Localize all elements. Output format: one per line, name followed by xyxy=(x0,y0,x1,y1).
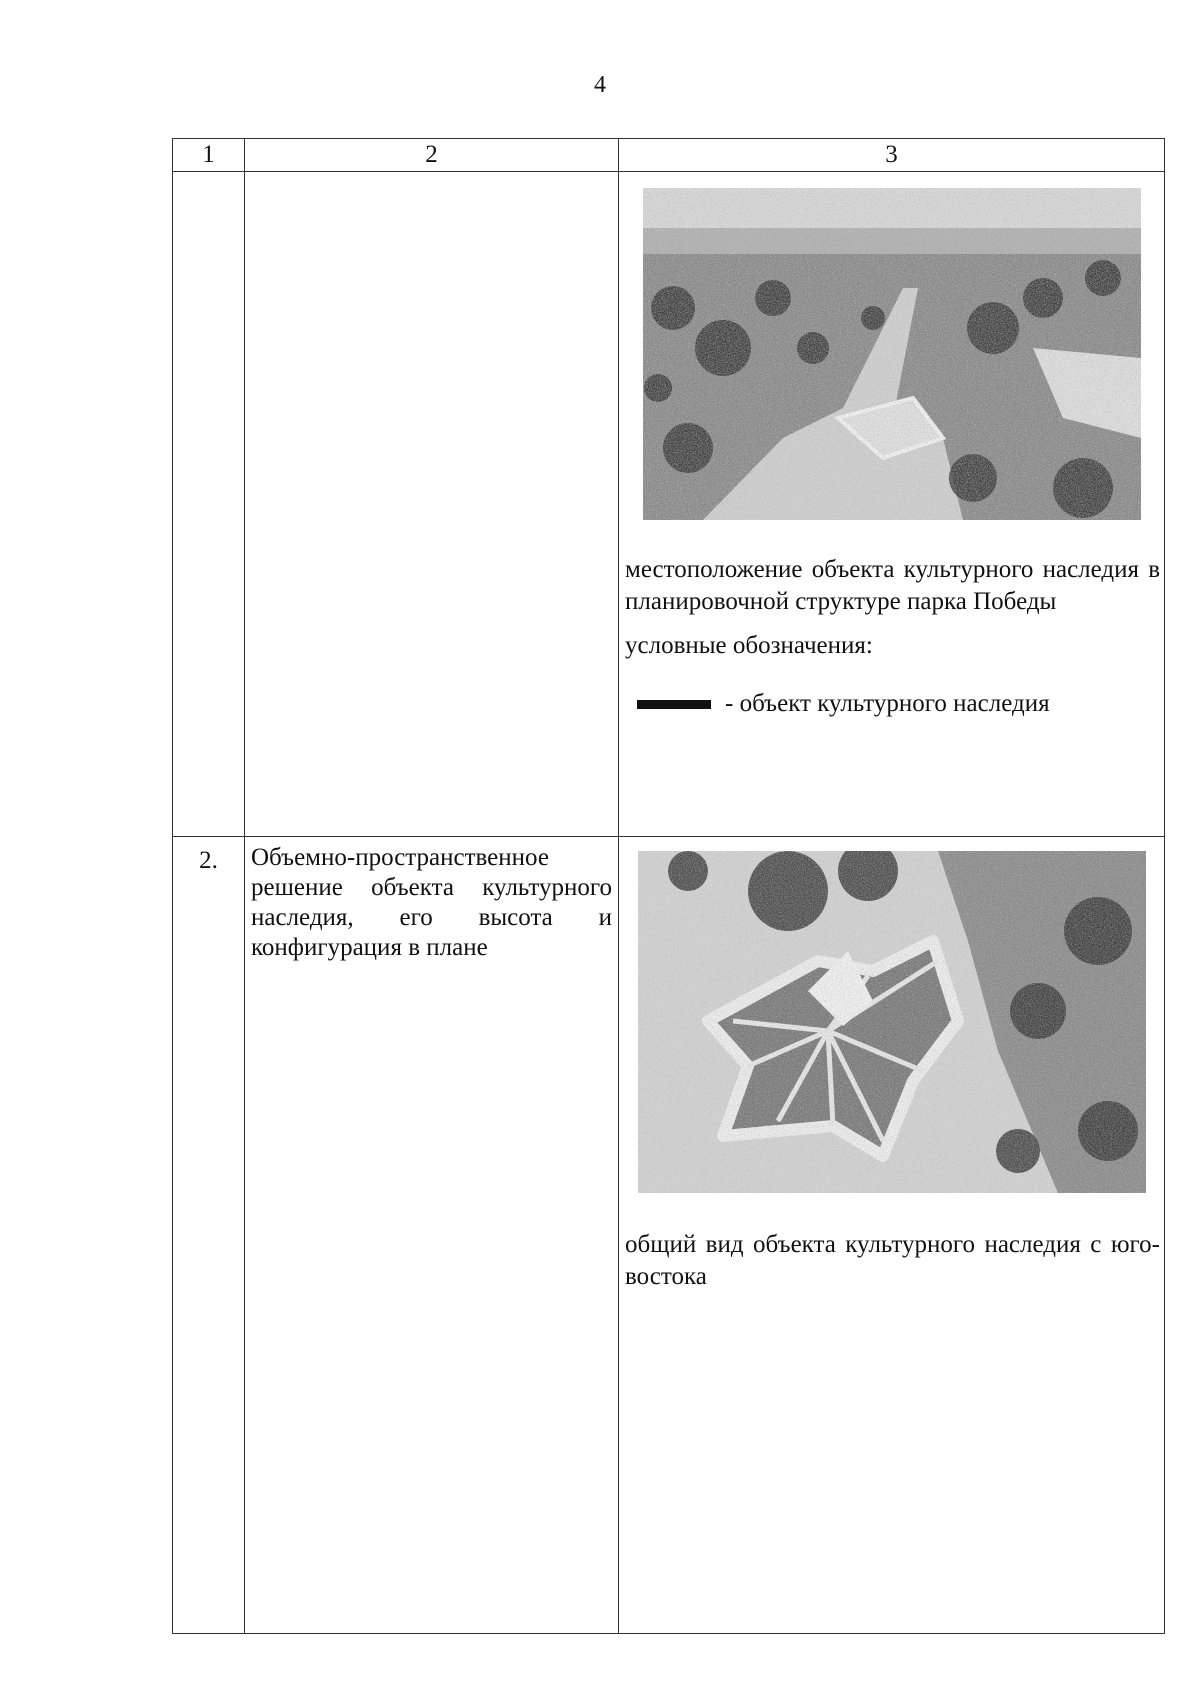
legend-item-label: - объект культурного наследия xyxy=(725,690,1050,717)
header-col-3: 3 xyxy=(619,139,1165,172)
photo-caption: местоположение объекта культурного наследия в планировочной структуре парка Победы xyxy=(625,556,1160,615)
aerial-park-photo xyxy=(643,188,1141,520)
table-row xyxy=(173,172,1165,837)
table-header-row xyxy=(173,139,1165,172)
legend-title: условные обозначения: xyxy=(625,632,873,659)
legend-item xyxy=(619,690,1164,718)
row-number xyxy=(173,172,245,837)
table-row xyxy=(173,837,1165,1634)
page-number: 4 xyxy=(594,72,606,98)
legend-line-icon xyxy=(637,700,711,709)
heritage-table xyxy=(172,138,1165,1634)
header-col-2: 2 xyxy=(245,139,619,172)
row-illustration-cell xyxy=(619,837,1165,1634)
star-monument-photo xyxy=(638,851,1146,1193)
row-illustration-cell xyxy=(619,172,1165,837)
row-description: Объемно-пространственное решение объекта культурного наследия, его высота и конфигурация в плане xyxy=(245,837,619,1634)
row-description xyxy=(245,172,619,837)
photo-caption: общий вид объекта культурного наследия с юго-востока xyxy=(625,1231,1160,1290)
row-number: 2. xyxy=(173,837,245,1634)
header-col-1: 1 xyxy=(173,139,245,172)
